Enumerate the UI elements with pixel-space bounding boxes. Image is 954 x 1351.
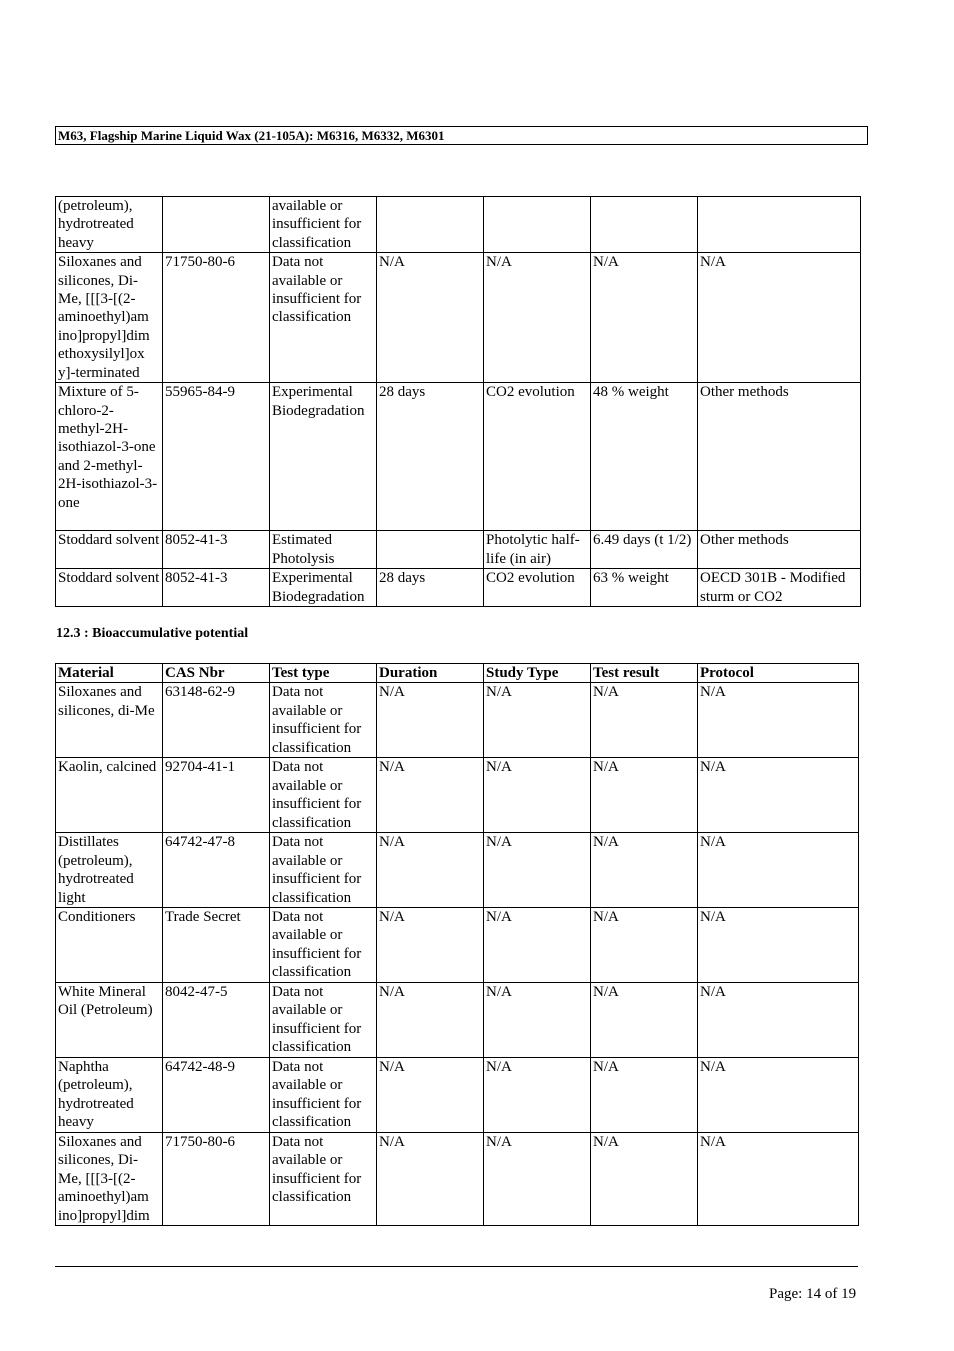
table-cell: available or insufficient for classification (270, 197, 377, 253)
table-row (56, 531, 861, 569)
table-cell: N/A (377, 983, 484, 1058)
table-cell: 28 days (377, 569, 484, 607)
table-cell: Data not available or insufficient for classification (270, 1058, 377, 1133)
table-cell: N/A (484, 1058, 591, 1133)
table-cell: Mixture of 5-chloro-2-methyl-2H-isothiazol-3-one and 2-methyl-2H-isothiazol-3-one (56, 383, 163, 531)
table-cell: N/A (698, 758, 859, 833)
table-cell: Trade Secret (163, 908, 270, 983)
table-cell: Other methods (698, 531, 861, 569)
table-cell: Data not available or insufficient for classification (270, 253, 377, 383)
table-cell: N/A (484, 1133, 591, 1226)
table-cell: 8042-47-5 (163, 983, 270, 1058)
table-row (56, 1058, 859, 1133)
table-cell: CO2 evolution (484, 383, 591, 531)
table-cell: 63 % weight (591, 569, 698, 607)
table-cell: N/A (591, 683, 698, 758)
table-cell: 8052-41-3 (163, 569, 270, 607)
table-cell: N/A (591, 908, 698, 983)
table-cell: 71750-80-6 (163, 253, 270, 383)
table-cell (377, 531, 484, 569)
table-row (56, 253, 861, 383)
table-cell: N/A (377, 908, 484, 983)
table-cell: Data not available or insufficient for classification (270, 983, 377, 1058)
table-cell: Experimental Biodegradation (270, 569, 377, 607)
table-cell: CO2 evolution (484, 569, 591, 607)
table-cell: N/A (591, 1133, 698, 1226)
table-cell: 64742-48-9 (163, 1058, 270, 1133)
table-cell: Siloxanes and silicones, Di-Me, [[[3-[(2-aminoethyl)am ino]propyl]dim ethoxysilyl]ox y]-terminated (56, 253, 163, 383)
table-cell: N/A (591, 1058, 698, 1133)
table-cell: N/A (377, 253, 484, 383)
table-row (56, 833, 859, 908)
table-cell: (petroleum), hydrotreated heavy (56, 197, 163, 253)
table-cell: N/A (698, 983, 859, 1058)
table-cell: Data not available or insufficient for classification (270, 1133, 377, 1226)
section-heading: 12.3 : Bioaccumulative potential (56, 626, 249, 641)
table-cell: Data not available or insufficient for classification (270, 908, 377, 983)
column-header: CAS Nbr (163, 664, 270, 683)
table-cell: N/A (484, 683, 591, 758)
table-cell: Stoddard solvent (56, 569, 163, 607)
table-cell: Estimated Photolysis (270, 531, 377, 569)
document-header: M63, Flagship Marine Liquid Wax (21-105A): M6316, M6332, M6301 (55, 126, 868, 145)
column-header: Material (56, 664, 163, 683)
table-cell: N/A (377, 1133, 484, 1226)
table-cell: 48 % weight (591, 383, 698, 531)
table-cell: N/A (698, 1058, 859, 1133)
table-cell: Data not available or insufficient for classification (270, 683, 377, 758)
table-cell (698, 197, 861, 253)
table-cell: N/A (377, 683, 484, 758)
column-header: Study Type (484, 664, 591, 683)
table-cell: White Mineral Oil (Petroleum) (56, 983, 163, 1058)
bioaccumulative-potential-table (55, 663, 859, 1226)
table-cell: N/A (484, 908, 591, 983)
table-cell: Data not available or insufficient for classification (270, 758, 377, 833)
table-cell: N/A (591, 983, 698, 1058)
table-cell: Stoddard solvent (56, 531, 163, 569)
table-cell: Conditioners (56, 908, 163, 983)
table-cell (163, 197, 270, 253)
table-cell: N/A (484, 983, 591, 1058)
table-cell: N/A (484, 253, 591, 383)
page-number: Page: 14 of 19 (769, 1286, 857, 1302)
table-cell: Other methods (698, 383, 861, 531)
table-cell: N/A (377, 1058, 484, 1133)
table-cell (484, 197, 591, 253)
table-cell: N/A (377, 758, 484, 833)
table-cell: N/A (698, 253, 861, 383)
table-row (56, 197, 861, 253)
table-row (56, 908, 859, 983)
footer-divider (55, 1266, 858, 1267)
table-row (56, 758, 859, 833)
table-cell: OECD 301B - Modified sturm or CO2 (698, 569, 861, 607)
table-cell: Naphtha (petroleum), hydrotreated heavy (56, 1058, 163, 1133)
table-cell (591, 197, 698, 253)
table-row (56, 1133, 859, 1226)
table-cell: N/A (698, 908, 859, 983)
column-header: Duration (377, 664, 484, 683)
table-cell (377, 197, 484, 253)
column-header: Test result (591, 664, 698, 683)
column-header: Protocol (698, 664, 859, 683)
table-cell: N/A (377, 833, 484, 908)
table-row (56, 569, 861, 607)
table-cell: Photolytic half-life (in air) (484, 531, 591, 569)
ecotoxicity-continued-table (55, 196, 861, 607)
table-cell: 64742-47-8 (163, 833, 270, 908)
table-cell: 71750-80-6 (163, 1133, 270, 1226)
table-cell: N/A (698, 1133, 859, 1226)
table-cell: N/A (591, 253, 698, 383)
table-cell: Siloxanes and silicones, Di-Me, [[[3-[(2-aminoethyl)am ino]propyl]dim (56, 1133, 163, 1226)
table-cell: 63148-62-9 (163, 683, 270, 758)
table-row (56, 683, 859, 758)
table-cell: 8052-41-3 (163, 531, 270, 569)
table-row (56, 983, 859, 1058)
table-cell: N/A (591, 758, 698, 833)
table-cell: 28 days (377, 383, 484, 531)
table-cell: N/A (484, 833, 591, 908)
table-cell: 92704-41-1 (163, 758, 270, 833)
table-cell: 6.49 days (t 1/2) (591, 531, 698, 569)
table-cell: Distillates (petroleum), hydrotreated light (56, 833, 163, 908)
table-cell: N/A (698, 683, 859, 758)
table-cell: N/A (591, 833, 698, 908)
table-cell: Data not available or insufficient for classification (270, 833, 377, 908)
table-cell: 55965-84-9 (163, 383, 270, 531)
table-cell: Siloxanes and silicones, di-Me (56, 683, 163, 758)
table-cell: N/A (698, 833, 859, 908)
column-header: Test type (270, 664, 377, 683)
table-cell: Experimental Biodegradation (270, 383, 377, 531)
table-cell: Kaolin, calcined (56, 758, 163, 833)
table-cell: N/A (484, 758, 591, 833)
table-row (56, 383, 861, 531)
